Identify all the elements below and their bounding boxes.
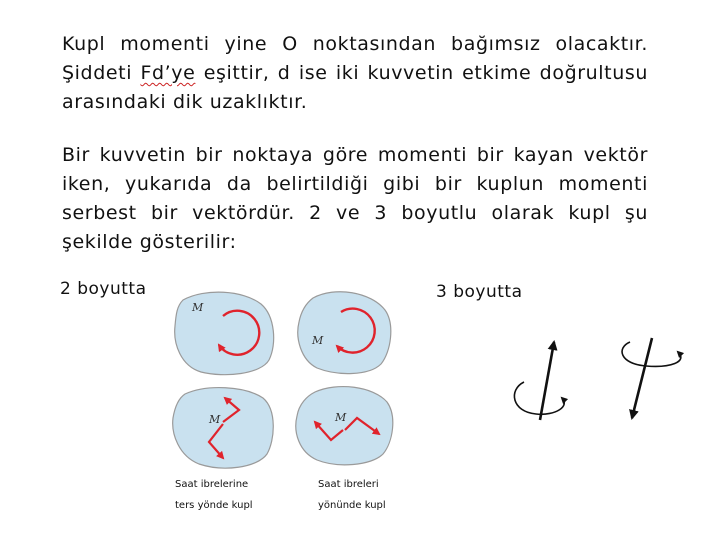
moment-label-bottom-right: M: [335, 411, 347, 424]
blob-top-right: [298, 292, 391, 374]
paragraph1-underlined-word: Fd’ye: [140, 62, 196, 84]
couple-2d-figure: [165, 282, 395, 472]
caption-right-line1: Saat ibreleri: [318, 479, 379, 490]
caption-left-line1: Saat ibrelerine: [175, 479, 249, 490]
paragraph-couple-moment-definition: [62, 30, 648, 117]
paragraph1-part-before: Kupl momenti yine O noktasından bağımsız olacaktır. Şiddeti: [62, 33, 648, 84]
down-vector-arrow-icon: [632, 338, 652, 418]
couple-3d-figure: [500, 330, 700, 430]
caption-left-line2: ters yönde kupl: [175, 500, 253, 511]
paragraph1-part-after: eşittir, d ise iki kuvvetin etkime doğrultusu arasındaki dik uzaklıktır.: [62, 62, 648, 113]
moment-label-bottom-left: M: [209, 413, 221, 426]
curl-arrow-left-icon: [514, 382, 564, 414]
moment-label-top-right: M: [312, 334, 324, 347]
curl-arrow-right-icon: [622, 342, 681, 366]
vector-3d-ccw: [514, 342, 564, 420]
paragraph-free-vector: Bir kuvvetin bir noktaya göre momenti bir kayan vektör iken, yukarıda da belirtildiği gibi bir kuplun momenti serbest bir vektördür. 2 ve 3 boyutlu olarak kupl şu şekilde gösterilir:: [62, 144, 648, 253]
label-3d: 3 boyutta: [436, 282, 523, 302]
vector-3d-cw: [622, 338, 681, 418]
label-2d: 2 boyutta: [60, 279, 147, 299]
blob-bottom-right: [296, 387, 393, 465]
caption-right-line2: yönünde kupl: [318, 500, 386, 511]
blob-top-left: [175, 292, 274, 375]
moment-label-top-left: M: [192, 301, 204, 314]
blob-bottom-left: [173, 388, 274, 468]
up-vector-arrow-icon: [540, 342, 554, 420]
